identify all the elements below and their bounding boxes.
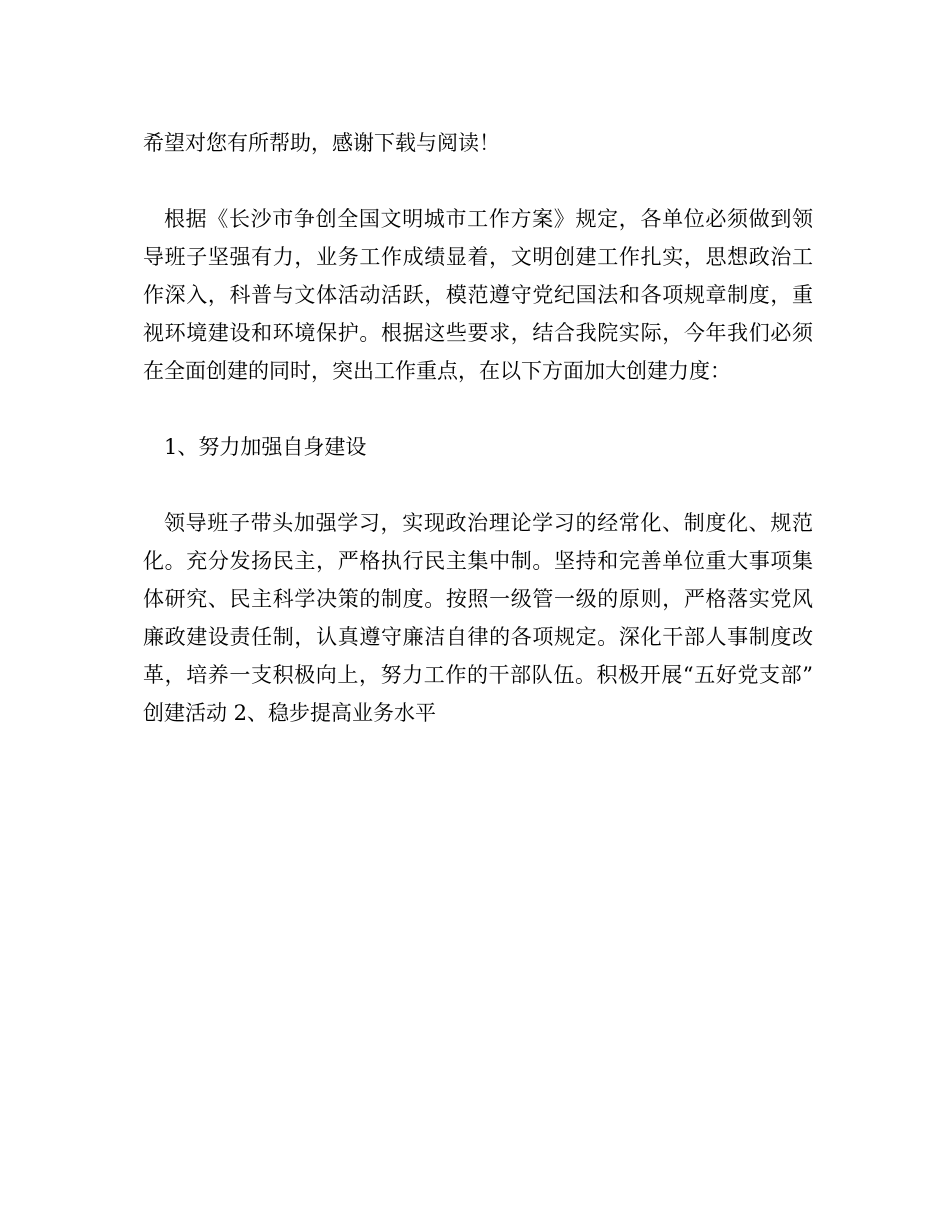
closing-note-paragraph: 希望对您有所帮助，感谢下载与阅读！ bbox=[143, 131, 500, 155]
leadership-study-paragraph: 领导班子带头加强学习，实现政治理论学习的经常化、制度化、规范化。充分发扬民主，严格执行民主集中制。坚持和完善单位重大事项集体研究、民主科学决策的制度。按照一级管一级的原则，严格落实党风廉政建设责任制，认真遵守廉洁自律的各项规定。深化干部人事制度改革，培养一支积极向上，努力工作的干部队伍。积极开展“五好党支部”创建活动 2、稳步提高业务水平 bbox=[143, 511, 813, 725]
section-heading-self-building: 1、努力加强自身建设 bbox=[164, 435, 367, 459]
plan-requirements-paragraph: 根据《长沙市争创全国文明城市工作方案》规定，各单位必须做到领导班子坚强有力，业务工作成绩显着，文明创建工作扎实，思想政治工作深入，科普与文体活动活跃，模范遵守党纪国法和各项规章制度，重视环境建设和环境保护。根据这些要求，结合我院实际，今年我们必须在全面创建的同时，突出工作重点，在以下方面加大创建力度： bbox=[143, 207, 813, 383]
document-body bbox=[143, 124, 813, 770]
